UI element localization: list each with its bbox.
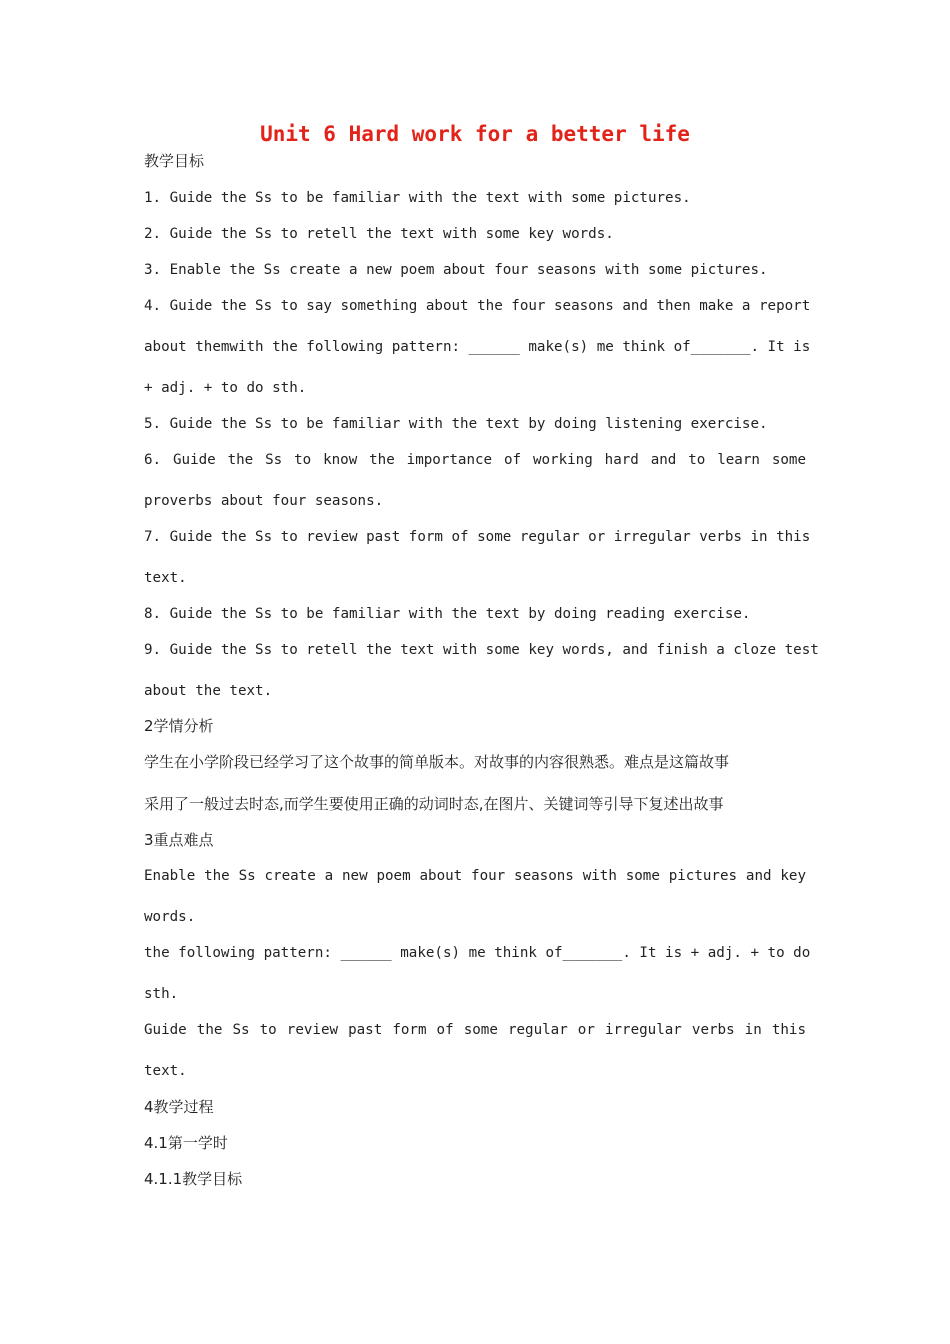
section-heading-key-points: 3重点难点 xyxy=(144,831,214,849)
goal-6-line-1: 6. Guide the Ss to know the importance of working hard and to learn some xyxy=(144,452,806,468)
goal-7-line-2: text. xyxy=(144,570,187,586)
analysis-line-2: 采用了一般过去时态,而学生要使用正确的动词时态,在图片、关键词等引导下复述出故事 xyxy=(144,795,724,813)
goal-4-line-3: + adj. + to do sth. xyxy=(144,380,307,396)
goal-9-line-2: about the text. xyxy=(144,683,273,699)
section-heading-goals: 教学目标 xyxy=(144,152,205,170)
goal-9-line-1: 9. Guide the Ss to retell the text with some key words, and finish a cloze test xyxy=(144,642,819,658)
goal-5: 5. Guide the Ss to be familiar with the text by doing listening exercise. xyxy=(144,416,768,432)
document-title: Unit 6 Hard work for a better life xyxy=(260,122,690,146)
section-heading-lesson-1: 4.1第一学时 xyxy=(144,1134,228,1152)
goal-4-line-1: 4. Guide the Ss to say something about the four seasons and then make a report xyxy=(144,298,811,314)
key-point-2-line-2: sth. xyxy=(144,986,179,1002)
key-point-2-line-1: the following pattern: ______ make(s) me think of_______. It is + adj. + to do xyxy=(144,945,811,961)
key-point-1-line-2: words. xyxy=(144,909,196,925)
goal-6-line-2: proverbs about four seasons. xyxy=(144,493,384,509)
key-point-1-line-1: Enable the Ss create a new poem about four seasons with some pictures and key xyxy=(144,868,806,884)
goal-1: 1. Guide the Ss to be familiar with the text with some pictures. xyxy=(144,190,691,206)
goal-8: 8. Guide the Ss to be familiar with the text by doing reading exercise. xyxy=(144,606,751,622)
goal-2: 2. Guide the Ss to retell the text with some key words. xyxy=(144,226,614,242)
section-heading-lesson-1-goals: 4.1.1教学目标 xyxy=(144,1170,243,1188)
key-point-3-line-1: Guide the Ss to review past form of some regular or irregular verbs in this xyxy=(144,1022,806,1038)
section-heading-analysis: 2学情分析 xyxy=(144,717,214,735)
goal-7-line-1: 7. Guide the Ss to review past form of some regular or irregular verbs in this xyxy=(144,529,811,545)
key-point-3-line-2: text. xyxy=(144,1063,187,1079)
goal-3: 3. Enable the Ss create a new poem about four seasons with some pictures. xyxy=(144,262,768,278)
goal-4-line-2: about themwith the following pattern: ______ make(s) me think of_______. It is xyxy=(144,339,811,355)
analysis-line-1: 学生在小学阶段已经学习了这个故事的简单版本。对故事的内容很熟悉。难点是这篇故事 xyxy=(144,753,730,771)
section-heading-process: 4教学过程 xyxy=(144,1098,214,1116)
